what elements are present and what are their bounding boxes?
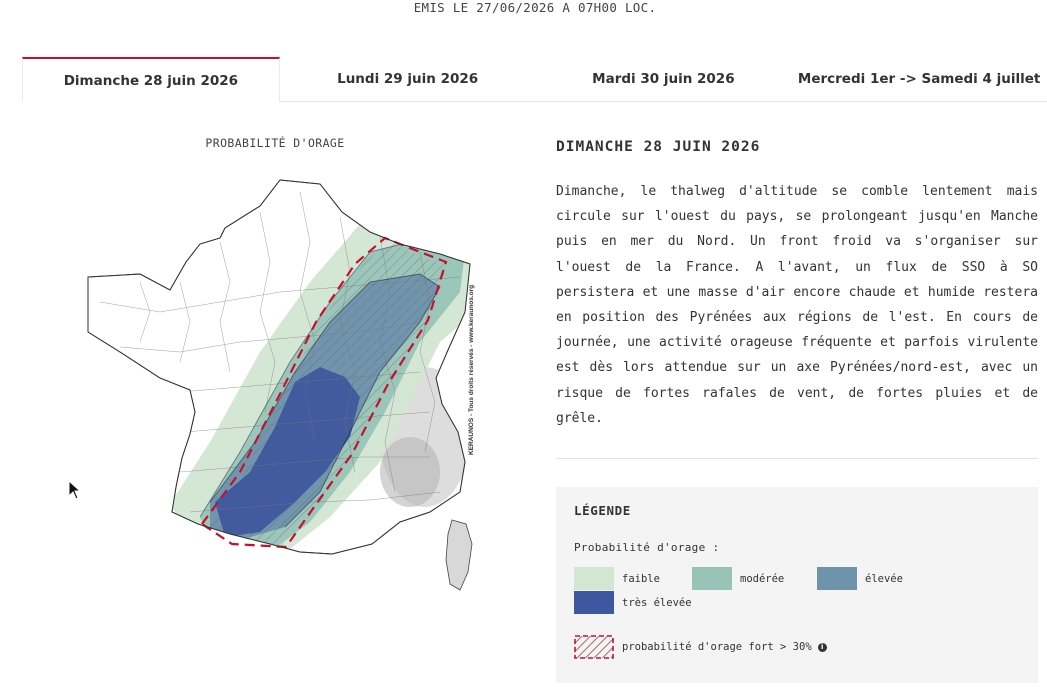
swatch-hatch-orage-fort: [574, 635, 614, 659]
legend-subtitle: Probabilité d'orage :: [574, 541, 720, 554]
tab-dimanche-28[interactable]: Dimanche 28 juin 2026: [22, 57, 280, 102]
day-tabs: [22, 57, 1047, 102]
legend-item-orage-fort: [574, 635, 827, 659]
corsica: [446, 520, 472, 590]
alps-relief-core: [380, 437, 440, 507]
legend-label-orage-fort: probabilité d'orage fort > 30%: [622, 641, 812, 653]
divider: [556, 458, 1038, 459]
legend-label-faible: faible: [622, 572, 660, 585]
storm-probability-map: [80, 172, 480, 597]
map-copyright: KERAUNOS - Tous droits réservés - www.keraunos.org: [468, 284, 475, 455]
legend-label-elevee: élevée: [865, 572, 903, 585]
forecast-day-title: DIMANCHE 28 JUIN 2026: [556, 139, 761, 155]
legend-item-faible: [574, 567, 660, 590]
swatch-tres-elevee: [574, 591, 614, 614]
legend-item-elevee: [817, 567, 903, 590]
legend-panel: [556, 487, 1038, 683]
info-icon[interactable]: i: [818, 643, 827, 652]
swatch-elevee: [817, 567, 857, 590]
tab-mercredi-samedi[interactable]: Mercredi 1er -> Samedi 4 juillet: [797, 71, 1041, 87]
legend-label-tres-elevee: très élevée: [622, 596, 692, 609]
swatch-moderee: [692, 567, 732, 590]
swatch-faible: [574, 567, 614, 590]
mouse-cursor-icon: [68, 480, 82, 500]
tab-lundi-29[interactable]: Lundi 29 juin 2026: [337, 71, 479, 87]
legend-item-moderee: [692, 567, 784, 590]
tab-mardi-30[interactable]: Mardi 30 juin 2026: [592, 71, 735, 87]
emission-timestamp: EMIS LE 27/06/2026 A 07H00 LOC.: [413, 0, 657, 15]
forecast-description: Dimanche, le thalweg d'altitude se comble lentement mais circule sur l'ouest du pays, se prolongeant jusqu'en Manche puis en mer du Nord. Un front froid va s'organiser sur l'ouest de la France. A l'avant, un flux de SSO à SO persistera et une masse d'air encore chaude et humide restera en position des Pyrénées aux régions de l'est. En cours de journée, une activité orageuse fréquente et parfois virulente est dès lors attendue sur un axe Pyrénées/nord-est, avec un risque de fortes rafales de vent, de fortes pluies et de grêle.: [556, 184, 1038, 426]
legend-title: LÉGENDE: [574, 503, 631, 518]
legend-item-tres-elevee: [574, 591, 692, 614]
legend-label-moderee: modérée: [740, 572, 785, 585]
france-map-svg: [80, 172, 480, 597]
map-title: PROBABILITÉ D'ORAGE: [205, 136, 345, 150]
